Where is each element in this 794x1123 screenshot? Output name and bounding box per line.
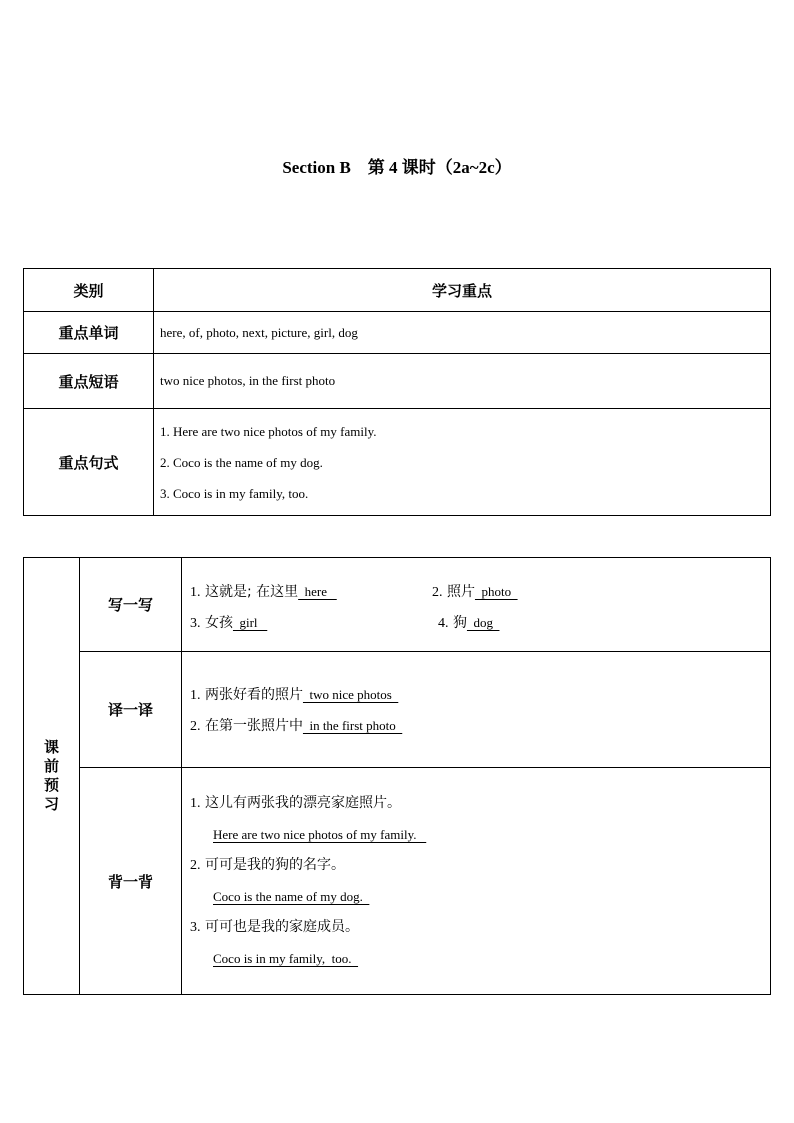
answer-photo: photo	[474, 584, 518, 599]
sentence-2: 2. Coco is the name of my dog.	[160, 454, 323, 470]
answer-dog: dog	[466, 615, 500, 630]
header-category: 类别	[24, 269, 154, 312]
sentence-1: 1. Here are two nice photos of my family.	[160, 423, 377, 439]
recite-exercises	[182, 768, 771, 995]
answer-girl: girl	[232, 615, 268, 630]
translate-exercises	[182, 652, 771, 768]
key-phrases: two nice photos, in the first photo	[154, 354, 771, 409]
answer-line: Coco is in my family, too.	[213, 951, 359, 966]
row-label-words: 重点单词	[24, 312, 154, 354]
write-exercises	[182, 558, 771, 652]
table-row	[24, 312, 771, 354]
list-item: 2. 照片 photo	[432, 584, 518, 600]
table-row	[24, 354, 771, 409]
recite-row	[24, 768, 771, 995]
list-item: 2. 在第一张照片中 in the first photo	[190, 718, 403, 734]
list-item: 2. 可可是我的狗的名字。	[190, 857, 345, 873]
row-label-phrases: 重点短语	[24, 354, 154, 409]
answer-line: Here are two nice photos of my family.	[213, 827, 427, 842]
answer-here: here	[298, 584, 337, 599]
page-title: Section B 第 4 课时（2a~2c）	[282, 158, 512, 177]
row-label-sentences: 重点句式	[24, 409, 154, 516]
translate-label: 译一译	[80, 652, 182, 768]
table-header-row	[24, 269, 771, 312]
write-row	[24, 558, 771, 652]
list-item: 1. 这儿有两张我的漂亮家庭照片。	[190, 795, 401, 811]
sentence-3: 3. Coco is in my family, too.	[160, 485, 309, 501]
answer-in-the-first-photo: in the first photo	[302, 718, 403, 733]
recite-label: 背一背	[80, 768, 182, 995]
section-label-preview: 课 前 预 习	[24, 558, 80, 995]
list-item: 4. 狗 dog	[438, 615, 500, 631]
answer-line: Coco is the name of my dog.	[213, 889, 370, 904]
list-item: 1. 这就是; 在这里 here 2. 照片 photo	[190, 576, 770, 607]
translate-row	[24, 652, 771, 768]
key-sentences	[154, 409, 771, 516]
list-item: 3. 可可也是我的家庭成员。	[190, 919, 359, 935]
answer-two-nice-photos: two nice photos	[302, 687, 399, 702]
preview-table	[23, 557, 771, 995]
write-label: 写一写	[80, 558, 182, 652]
focus-table	[23, 268, 771, 516]
list-item: 1. 两张好看的照片 two nice photos	[190, 687, 399, 703]
header-focus: 学习重点	[154, 269, 771, 312]
key-words: here, of, photo, next, picture, girl, dog	[154, 312, 771, 354]
table-row	[24, 409, 771, 516]
list-item: 3. 女孩 girl 4. 狗 dog	[190, 607, 770, 638]
